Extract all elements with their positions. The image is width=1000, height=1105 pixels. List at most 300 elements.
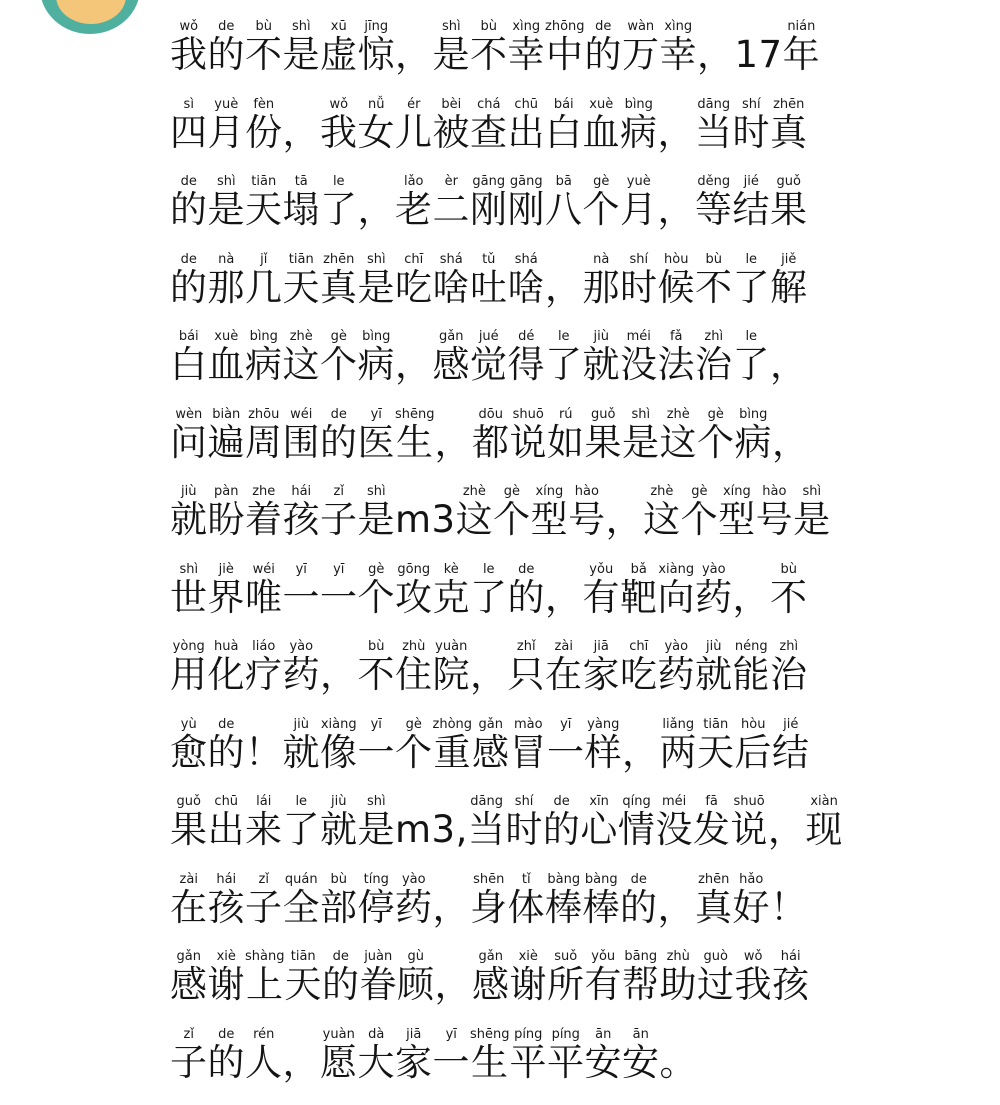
hanzi-char: 幸: [660, 33, 698, 76]
pinyin-label: gè: [320, 329, 358, 344]
pinyin-label: yàng: [585, 717, 623, 732]
hanzi-char: 都: [472, 421, 510, 464]
hanzi-char: 虚: [320, 33, 358, 76]
hanzi-with-pinyin: [697, 963, 735, 1006]
pinyin-label: zǐ: [170, 1027, 208, 1042]
pinyin-label: xíng: [531, 484, 568, 499]
hanzi-with-pinyin: [547, 963, 585, 1006]
hanzi-char: 天: [283, 266, 321, 309]
hanzi-char: 家: [583, 653, 621, 696]
hanzi-with-pinyin: [433, 886, 471, 929]
hanzi-char: 顾: [397, 963, 435, 1006]
hanzi-char: 院: [433, 653, 471, 696]
hanzi-char: 的: [208, 1041, 246, 1084]
pinyin-label: wèn: [170, 407, 208, 422]
hanzi-with-pinyin: [395, 653, 433, 696]
pinyin-label: gè: [493, 484, 531, 499]
hanzi-char: 医: [358, 421, 396, 464]
pinyin-label: jiě: [770, 252, 807, 267]
hanzi-char: 停: [358, 886, 396, 929]
pinyin-label: shá: [508, 252, 545, 267]
hanzi-with-pinyin: [585, 1041, 623, 1084]
hanzi-with-pinyin: [756, 498, 794, 541]
pinyin-label: xiè: [509, 949, 547, 964]
hanzi-char: 平: [547, 1041, 585, 1084]
passage-line-7: [170, 485, 950, 563]
hanzi-char: 结: [772, 731, 810, 774]
hanzi-char: 当: [695, 111, 733, 154]
hanzi-char: ，: [606, 498, 644, 541]
pinyin-label: nián: [783, 19, 821, 34]
hanzi-char: 就: [283, 731, 321, 774]
hanzi-with-pinyin: [245, 731, 283, 774]
pinyin-label: yòng: [170, 639, 207, 654]
hanzi-with-pinyin: [643, 498, 681, 541]
hanzi-with-pinyin: [283, 343, 321, 386]
hanzi-char: 啥: [433, 266, 471, 309]
hanzi-char: 谢: [208, 963, 246, 1006]
pinyin-label: suǒ: [547, 949, 585, 964]
pinyin-label: wàn: [622, 19, 660, 34]
hanzi-char: 真: [770, 111, 808, 154]
hanzi-char: 这: [643, 498, 681, 541]
hanzi-char: 眷: [359, 963, 397, 1006]
hanzi-with-pinyin: [245, 421, 283, 464]
pinyin-label: fèn: [245, 97, 282, 112]
hanzi-char: 刚: [470, 188, 508, 231]
hanzi-char: 那: [208, 266, 246, 309]
hanzi-with-pinyin: [583, 111, 621, 154]
hanzi-with-pinyin: [733, 266, 771, 309]
pinyin-label: sì: [170, 97, 207, 112]
pinyin-label: shuō: [510, 407, 548, 422]
hanzi-with-pinyin: [695, 343, 733, 386]
hanzi-char: 了: [470, 576, 508, 619]
hanzi-with-pinyin: [658, 188, 696, 231]
hanzi-with-pinyin: [718, 498, 756, 541]
hanzi-with-pinyin: [320, 731, 358, 774]
pinyin-label: xiè: [208, 949, 246, 964]
pinyin-label: bàng: [545, 872, 583, 887]
hanzi-char: 用: [170, 653, 208, 696]
hanzi-with-pinyin: [735, 731, 773, 774]
hanzi-with-pinyin: [433, 343, 471, 386]
hanzi-with-pinyin: [433, 111, 471, 154]
hanzi-with-pinyin: [170, 33, 208, 76]
line-text: [170, 98, 950, 151]
pinyin-label: de: [585, 19, 623, 34]
pinyin-label: shì: [433, 19, 471, 34]
hanzi-with-pinyin: [395, 33, 433, 76]
hanzi-char: 四: [170, 111, 208, 154]
hanzi-char: 17: [735, 33, 783, 76]
pinyin-label: wǒ: [734, 949, 772, 964]
hanzi-with-pinyin: [208, 1041, 246, 1084]
hanzi-char: 药: [658, 653, 696, 696]
pinyin-label: shì: [170, 562, 208, 577]
pinyin-label: gōng: [395, 562, 432, 577]
hanzi-with-pinyin: [359, 963, 397, 1006]
hanzi-with-pinyin: [583, 188, 621, 231]
hanzi-char: ，: [772, 421, 810, 464]
hanzi-with-pinyin: [793, 498, 831, 541]
hanzi-char: 个: [697, 421, 735, 464]
pinyin-label: wéi: [283, 407, 321, 422]
hanzi-with-pinyin: [505, 808, 543, 851]
pinyin-label: jǐ: [245, 252, 282, 267]
hanzi-char: 家: [395, 1041, 433, 1084]
pinyin-label: xiàn: [805, 794, 842, 809]
hanzi-char: 月: [208, 111, 246, 154]
hanzi-with-pinyin: [435, 421, 473, 464]
avatar: [40, 0, 140, 34]
passage-line-8: [170, 563, 950, 641]
hanzi-with-pinyin: [472, 421, 510, 464]
hanzi-with-pinyin: [358, 1041, 396, 1084]
passage-line-5: [170, 330, 950, 408]
hanzi-with-pinyin: [320, 111, 358, 154]
hanzi-char: ，: [733, 576, 771, 619]
pinyin-label: bìng: [735, 407, 772, 422]
hanzi-char: 愈: [170, 731, 208, 774]
pinyin-label: tiān: [245, 174, 282, 189]
hanzi-with-pinyin: [585, 421, 623, 464]
pinyin-label: guǒ: [585, 407, 622, 422]
pinyin-label: hào: [568, 484, 605, 499]
passage-line-3: [170, 175, 950, 253]
hanzi-with-pinyin: [770, 111, 808, 154]
hanzi-with-pinyin: [322, 963, 360, 1006]
hanzi-with-pinyin: [170, 808, 208, 851]
hanzi-with-pinyin: [770, 343, 808, 386]
line-text: [170, 640, 950, 693]
hanzi-char: 了: [733, 343, 771, 386]
hanzi-char: 觉: [470, 343, 508, 386]
hanzi-char: 真: [695, 886, 733, 929]
pinyin-label: zhè: [660, 407, 698, 422]
hanzi-char: 个: [320, 343, 358, 386]
hanzi-with-pinyin: [433, 731, 473, 774]
hanzi-char: 的: [620, 886, 658, 929]
hanzi-char: 棒: [583, 886, 621, 929]
pinyin-label: de: [208, 1027, 246, 1042]
pinyin-label: ér: [395, 97, 433, 112]
hanzi-with-pinyin: [283, 731, 321, 774]
hanzi-with-pinyin: [508, 111, 546, 154]
hanzi-char: 啥: [508, 266, 546, 309]
hanzi-with-pinyin: [283, 188, 321, 231]
pinyin-label: xuè: [583, 97, 621, 112]
pinyin-label: nà: [583, 252, 621, 267]
hanzi-with-pinyin: [472, 963, 510, 1006]
pinyin-label: yī: [433, 1027, 471, 1042]
pinyin-label: jiù: [283, 717, 321, 732]
hanzi-char: 天: [697, 731, 735, 774]
hanzi-char: 着: [245, 498, 283, 541]
pinyin-label: le: [545, 329, 583, 344]
pinyin-label: shí: [733, 97, 771, 112]
pinyin-label: huà: [208, 639, 245, 654]
hanzi-char: 份: [245, 111, 283, 154]
hanzi-with-pinyin: [358, 33, 396, 76]
pinyin-label: chū: [508, 97, 545, 112]
hanzi-with-pinyin: [658, 653, 696, 696]
pinyin-label: méi: [655, 794, 693, 809]
hanzi-char: 得: [508, 343, 546, 386]
line-text: [170, 408, 950, 461]
hanzi-with-pinyin: [545, 886, 583, 929]
pinyin-label: jié: [772, 717, 809, 732]
pinyin-label: lái: [245, 794, 282, 809]
hanzi-char: 帮: [622, 963, 660, 1006]
hanzi-with-pinyin: [733, 111, 771, 154]
hanzi-with-pinyin: [468, 808, 506, 851]
pinyin-label: yī: [547, 717, 585, 732]
hanzi-char: 没: [655, 808, 693, 851]
pinyin-passage: [170, 20, 950, 1105]
hanzi-with-pinyin: [620, 886, 658, 929]
hanzi-char: 了: [320, 188, 358, 231]
hanzi-with-pinyin: [568, 498, 606, 541]
hanzi-with-pinyin: [733, 653, 771, 696]
pinyin-label: de: [208, 19, 246, 34]
pinyin-label: hòu: [735, 717, 773, 732]
hanzi-with-pinyin: [583, 886, 621, 929]
hanzi-char: 候: [658, 266, 696, 309]
pinyin-label: shì: [358, 252, 396, 267]
pinyin-label: de: [322, 949, 360, 964]
hanzi-with-pinyin: [245, 963, 284, 1006]
hanzi-with-pinyin: [510, 1041, 548, 1084]
pinyin-label: yǒu: [584, 949, 621, 964]
hanzi-with-pinyin: [358, 343, 396, 386]
hanzi-char: 感: [170, 963, 208, 1006]
hanzi-with-pinyin: [208, 576, 246, 619]
pinyin-label: zhǐ: [508, 639, 546, 654]
hanzi-with-pinyin: [434, 963, 472, 1006]
hanzi-with-pinyin: [730, 808, 768, 851]
hanzi-char: 化: [208, 653, 246, 696]
hanzi-with-pinyin: [768, 808, 806, 851]
hanzi-char: 就: [170, 498, 208, 541]
passage-line-1: [170, 20, 950, 98]
hanzi-char: 型: [718, 498, 756, 541]
hanzi-with-pinyin: [395, 1041, 433, 1084]
hanzi-with-pinyin: [358, 188, 396, 231]
hanzi-char: 的: [208, 731, 246, 774]
pinyin-label: èr: [433, 174, 471, 189]
pinyin-label: zhōng: [545, 19, 585, 34]
line-text: [170, 485, 950, 538]
hanzi-char: 孩: [283, 498, 321, 541]
pinyin-label: hào: [756, 484, 793, 499]
pinyin-label: zhe: [245, 484, 283, 499]
pinyin-label: guǒ: [770, 174, 807, 189]
pinyin-label: xū: [320, 19, 358, 34]
hanzi-char: 唯: [245, 576, 283, 619]
pinyin-label: shuō: [730, 794, 768, 809]
hanzi-char: 时: [505, 808, 543, 851]
hanzi-char: 部: [320, 886, 358, 929]
hanzi-char: 吃: [620, 653, 658, 696]
hanzi-with-pinyin: [655, 808, 693, 851]
hanzi-char: 的: [170, 188, 208, 231]
hanzi-with-pinyin: [772, 731, 810, 774]
hanzi-char: 现: [805, 808, 843, 851]
pinyin-label: gè: [697, 407, 735, 422]
hanzi-char: 白: [170, 343, 208, 386]
pinyin-label: zhēn: [695, 872, 733, 887]
pinyin-label: tiān: [284, 949, 321, 964]
hanzi-char: 在: [170, 886, 208, 929]
hanzi-char: 的: [508, 576, 546, 619]
hanzi-with-pinyin: [508, 886, 546, 929]
hanzi-char: 药: [695, 576, 733, 619]
pinyin-label: de: [543, 794, 581, 809]
pinyin-label: gǎn: [472, 949, 510, 964]
hanzi-with-pinyin: [245, 886, 283, 929]
hanzi-with-pinyin: [622, 421, 660, 464]
hanzi-with-pinyin: [510, 421, 548, 464]
pinyin-label: le: [470, 562, 508, 577]
hanzi-with-pinyin: [697, 33, 735, 76]
hanzi-with-pinyin: [695, 653, 733, 696]
pinyin-label: rén: [245, 1027, 282, 1042]
pinyin-label: quán: [283, 872, 320, 887]
pinyin-label: hái: [283, 484, 320, 499]
passage-line-13: [170, 950, 950, 1028]
hanzi-char: 个: [681, 498, 719, 541]
passage-line-6: [170, 408, 950, 486]
hanzi-char: 了: [283, 808, 321, 851]
pinyin-label: shì: [283, 19, 321, 34]
hanzi-char: ，: [768, 808, 806, 851]
hanzi-with-pinyin: [583, 266, 621, 309]
pinyin-label: néng: [733, 639, 770, 654]
hanzi-with-pinyin: [395, 886, 433, 929]
hanzi-char: 不: [695, 266, 733, 309]
hanzi-char: 就: [583, 343, 621, 386]
hanzi-char: 有: [584, 963, 622, 1006]
hanzi-char: 感: [472, 963, 510, 1006]
hanzi-with-pinyin: [245, 808, 283, 851]
pinyin-label: zài: [170, 872, 208, 887]
hanzi-char: 果: [770, 188, 808, 231]
hanzi-char: 世: [170, 576, 208, 619]
line-text: [170, 873, 950, 926]
hanzi-char: 盼: [208, 498, 246, 541]
hanzi-char: 药: [395, 886, 433, 929]
hanzi-char: 围: [283, 421, 321, 464]
pinyin-label: yī: [358, 407, 396, 422]
hanzi-char: 我: [734, 963, 772, 1006]
hanzi-with-pinyin: [397, 963, 435, 1006]
passage-line-11: [170, 795, 950, 873]
hanzi-char: 儿: [395, 111, 433, 154]
hanzi-with-pinyin: [470, 266, 508, 309]
hanzi-with-pinyin: [545, 576, 583, 619]
pinyin-label: juàn: [359, 949, 397, 964]
hanzi-char: 号: [568, 498, 606, 541]
hanzi-char: 一: [433, 1041, 471, 1084]
pinyin-label: děng: [695, 174, 733, 189]
hanzi-char: ，: [283, 111, 321, 154]
pinyin-label: shá: [433, 252, 470, 267]
hanzi-char: 身: [470, 886, 508, 929]
hanzi-with-pinyin: [545, 188, 583, 231]
hanzi-with-pinyin: [783, 33, 821, 76]
pinyin-label: yuè: [620, 174, 658, 189]
hanzi-with-pinyin: [493, 498, 531, 541]
pinyin-label: shì: [358, 484, 396, 499]
hanzi-char: 型: [531, 498, 569, 541]
hanzi-char: 中: [545, 33, 585, 76]
hanzi-char: 治: [695, 343, 733, 386]
hanzi-with-pinyin: [658, 576, 696, 619]
hanzi-with-pinyin: [508, 266, 546, 309]
pinyin-label: bìng: [358, 329, 395, 344]
pinyin-label: yào: [283, 639, 321, 654]
hanzi-with-pinyin: [659, 963, 697, 1006]
hanzi-char: 像: [320, 731, 358, 774]
hanzi-char: 我: [170, 33, 208, 76]
pinyin-label: de: [170, 252, 208, 267]
hanzi-char: ，: [358, 188, 396, 231]
hanzi-char: 靶: [620, 576, 658, 619]
hanzi-char: 的: [170, 266, 208, 309]
hanzi-with-pinyin: [320, 266, 358, 309]
hanzi-char: 助: [659, 963, 697, 1006]
hanzi-with-pinyin: [583, 343, 621, 386]
pinyin-label: bǎ: [620, 562, 658, 577]
hanzi-with-pinyin: [170, 498, 208, 541]
pinyin-label: lǎo: [395, 174, 432, 189]
hanzi-with-pinyin: [470, 576, 508, 619]
hanzi-char: 过: [697, 963, 735, 1006]
hanzi-char: 当: [468, 808, 506, 851]
hanzi-with-pinyin: [470, 1041, 510, 1084]
hanzi-with-pinyin: [170, 111, 208, 154]
hanzi-with-pinyin: [681, 498, 719, 541]
hanzi-char: 是: [433, 33, 471, 76]
hanzi-char: ，: [395, 343, 433, 386]
hanzi-with-pinyin: [770, 266, 808, 309]
hanzi-char: ，: [434, 963, 472, 1006]
hanzi-with-pinyin: [170, 886, 208, 929]
hanzi-with-pinyin: [547, 421, 585, 464]
hanzi-with-pinyin: [320, 653, 358, 696]
hanzi-char: 所: [547, 963, 585, 1006]
hanzi-with-pinyin: [772, 963, 810, 1006]
hanzi-char: 上: [245, 963, 284, 1006]
pinyin-label: chī: [395, 252, 433, 267]
pinyin-label: chá: [470, 97, 507, 112]
hanzi-char: 的: [543, 808, 581, 851]
pinyin-label: jiā: [583, 639, 620, 654]
hanzi-char: 感: [472, 731, 510, 774]
hanzi-with-pinyin: [320, 1041, 358, 1084]
hanzi-char: 的: [585, 33, 623, 76]
pinyin-label: gè: [358, 562, 396, 577]
hanzi-char: 界: [208, 576, 246, 619]
pinyin-label: bù: [245, 19, 283, 34]
pinyin-label: gè: [395, 717, 433, 732]
pinyin-label: bù: [470, 19, 508, 34]
pinyin-label: chū: [208, 794, 245, 809]
hanzi-char: 吐: [470, 266, 508, 309]
pinyin-label: hǎo: [733, 872, 770, 887]
hanzi-with-pinyin: [208, 421, 246, 464]
